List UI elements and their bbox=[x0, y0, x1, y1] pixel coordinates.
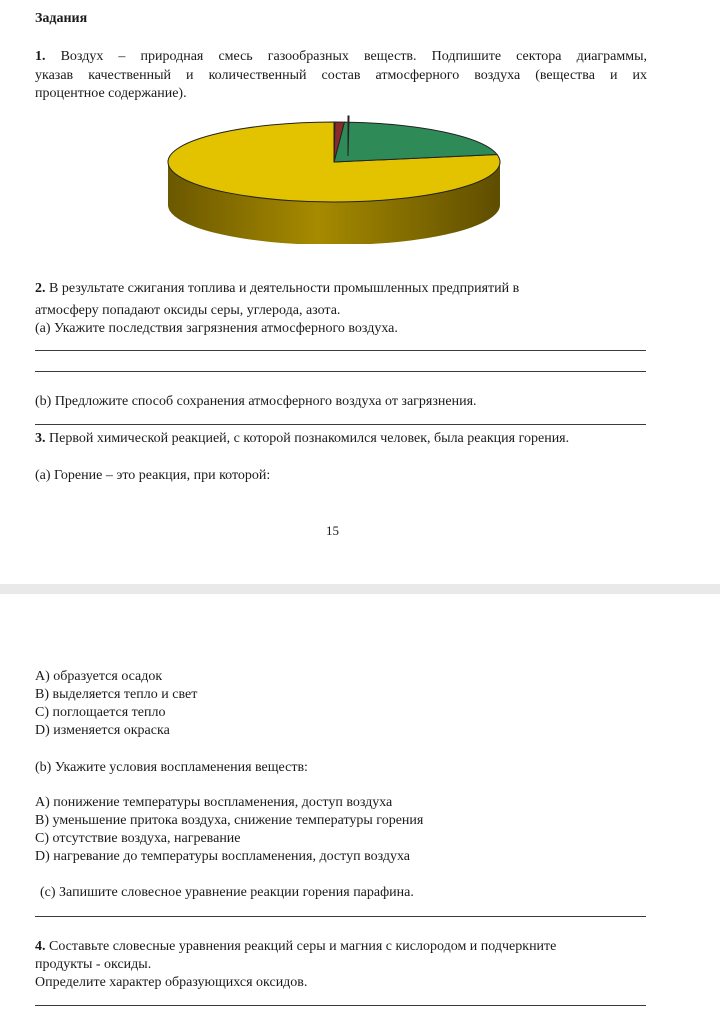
question-1-line-1: 1. Воздух – природная смесь газообразных веществ. Подпишите сектора диаграммы, bbox=[35, 49, 648, 64]
question-3-part-c: (c) Запишите словесное уравнение реакции горения парафина. bbox=[40, 885, 414, 900]
question-4-line-2: продукты - оксиды. bbox=[35, 957, 152, 972]
question-2-line-2: атмосферу попадают оксиды серы, углерода, азота. bbox=[35, 303, 341, 318]
page-number: 15 bbox=[326, 523, 339, 538]
page-heading: Задания bbox=[35, 11, 88, 26]
option-c: C) отсутствие воздуха, нагревание bbox=[35, 831, 241, 846]
question-4-number: 4. bbox=[35, 939, 46, 954]
option-d: D) изменяется окраска bbox=[35, 723, 170, 738]
question-2-number: 2. bbox=[35, 281, 46, 296]
answer-line[interactable] bbox=[35, 1005, 646, 1006]
question-1-line-3: процентное содержание). bbox=[35, 86, 187, 101]
question-4-line-1: 4. Составьте словесные уравнения реакций серы и магния с кислородом и подчеркните bbox=[35, 939, 557, 954]
answer-line[interactable] bbox=[35, 916, 646, 917]
option-c: C) поглощается тепло bbox=[35, 705, 166, 720]
answer-line[interactable] bbox=[35, 350, 646, 351]
option-a: A) образуется осадок bbox=[35, 669, 163, 684]
pie-slice bbox=[334, 122, 497, 162]
question-3-number: 3. bbox=[35, 431, 46, 446]
option-b: B) выделяется тепло и свет bbox=[35, 687, 198, 702]
option-d: D) нагревание до температуры воспламенения, доступ воздуха bbox=[35, 849, 411, 864]
answer-line[interactable] bbox=[35, 371, 646, 372]
question-3-line-1: 3. Первой химической реакцией, с которой познакомился человек, была реакция горения. bbox=[35, 431, 570, 446]
option-b: B) уменьшение притока воздуха, снижение температуры горения bbox=[35, 813, 424, 828]
question-4-line-3: Определите характер образующихся оксидов. bbox=[35, 975, 308, 990]
page-break bbox=[0, 584, 720, 594]
question-1-line-2: указав качественный и количественный состав атмосферного воздуха (вещества и их bbox=[35, 68, 647, 83]
option-a: A) понижение температуры воспламенения, доступ воздуха bbox=[35, 795, 393, 810]
question-2-part-b: (b) Предложите способ сохранения атмосферного воздуха от загрязнения. bbox=[35, 394, 477, 409]
pie-chart bbox=[164, 114, 524, 244]
question-1-number: 1. bbox=[35, 49, 46, 64]
question-3-part-a: (а) Горение – это реакция, при которой: bbox=[35, 468, 271, 483]
answer-line[interactable] bbox=[35, 424, 646, 425]
question-2-line-1: 2. В результате сжигания топлива и деятельности промышленных предприятий в bbox=[35, 281, 520, 296]
question-3-part-b: (b) Укажите условия воспламенения веществ: bbox=[35, 760, 308, 775]
question-2-part-a: (а) Укажите последствия загрязнения атмосферного воздуха. bbox=[35, 321, 398, 336]
